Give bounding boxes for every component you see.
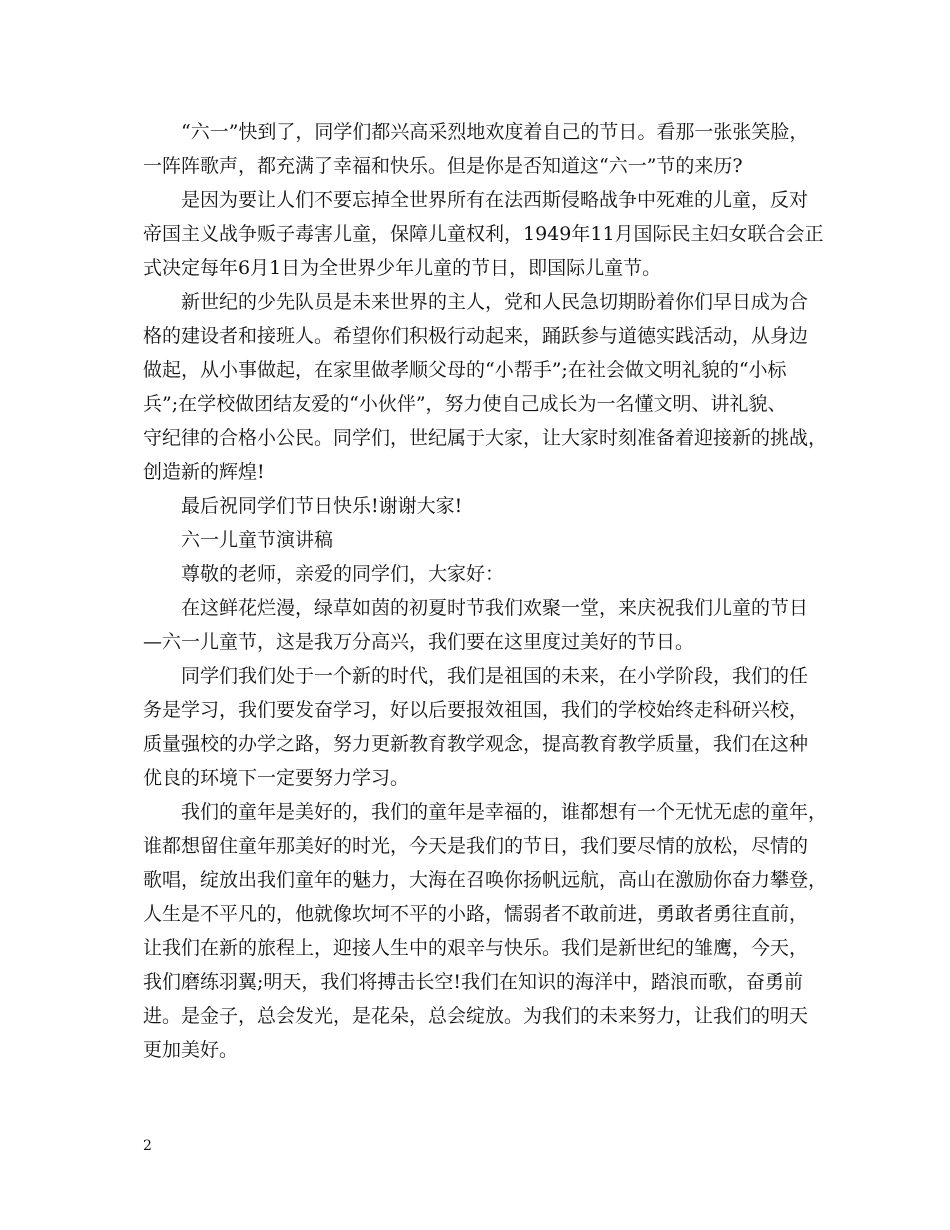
text-line: 我们磨练羽翼;明天，我们将搏击长空!我们在知识的海洋中，踏浪而歌，奋勇前 bbox=[143, 971, 804, 993]
page-number: 2 bbox=[143, 1138, 152, 1154]
text-line: 兵”;在学校做团结友爱的“小伙伴”，努力使自己成长为一名懂文明、讲礼貌、 bbox=[143, 393, 787, 415]
text-line: 质量强校的办学之路，努力更新教育教学观念，提高教育教学质量，我们在这种 bbox=[143, 733, 809, 755]
text-line: “六一”快到了，同学们都兴高采烈地欢度着自己的节日。看那一张张笑脸， bbox=[181, 121, 809, 143]
text-line: —六一儿童节，这是我万分高兴，我们要在这里度过美好的节日。 bbox=[143, 631, 695, 653]
text-line: 务是学习，我们要发奋学习，好以后要报效祖国，我们的学校始终走科研兴校， bbox=[143, 699, 809, 721]
text-line: 谁都想留住童年那美好的时光，今天是我们的节日，我们要尽情的放松，尽情的 bbox=[143, 835, 809, 857]
section-heading: 六一儿童节演讲稿 bbox=[181, 529, 334, 551]
salutation: 尊敬的老师，亲爱的同学们，大家好： bbox=[181, 563, 505, 585]
text-line: 进。是金子，总会发光，是花朵，总会绽放。为我们的未来努力，让我们的明天 bbox=[143, 1005, 809, 1027]
text-line: 最后祝同学们节日快乐!谢谢大家! bbox=[181, 495, 463, 517]
text-line: 更加美好。 bbox=[143, 1039, 239, 1061]
text-line: 在这鲜花烂漫，绿草如茵的初夏时节我们欢聚一堂，来庆祝我们儿童的节日 bbox=[181, 597, 809, 619]
text-line: 是因为要让人们不要忘掉全世界所有在法西斯侵略战争中死难的儿童，反对 bbox=[181, 189, 809, 211]
text-line: 一阵阵歌声，都充满了幸福和快乐。但是你是否知道这“六一”节的来历? bbox=[143, 155, 743, 177]
text-line: 优良的环境下一定要努力学习。 bbox=[143, 767, 410, 789]
text-line: 做起，从小事做起，在家里做孝顺父母的“小帮手”;在社会做文明礼貌的“小标 bbox=[143, 359, 787, 381]
text-line: 式决定每年6月1日为全世界少年儿童的节日，即国际儿童节。 bbox=[143, 257, 662, 279]
text-line: 人生是不平凡的，他就像坎坷不平的小路，懦弱者不敢前进，勇敢者勇往直前， bbox=[143, 903, 809, 925]
text-line: 我们的童年是美好的，我们的童年是幸福的，谁都想有一个无忧无虑的童年， bbox=[181, 801, 828, 823]
text-line: 创造新的辉煌! bbox=[143, 461, 265, 483]
text-line: 新世纪的少先队员是未来世界的主人，党和人民急切期盼着你们早日成为合 bbox=[181, 291, 809, 313]
text-line: 让我们在新的旅程上，迎接人生中的艰辛与快乐。我们是新世纪的雏鹰，今天， bbox=[143, 937, 809, 959]
text-line: 同学们我们处于一个新的时代，我们是祖国的未来，在小学阶段，我们的任 bbox=[181, 665, 809, 687]
text-line: 格的建设者和接班人。希望你们积极行动起来，踊跃参与道德实践活动，从身边 bbox=[143, 325, 809, 347]
text-line: 守纪律的合格小公民。同学们，世纪属于大家，让大家时刻准备着迎接新的挑战， bbox=[143, 427, 828, 449]
text-line: 歌唱，绽放出我们童年的魅力，大海在召唤你扬帆远航，高山在激励你奋力攀登， bbox=[143, 869, 828, 891]
text-line: 帝国主义战争贩子毒害儿童，保障儿童权利，1949年11月国际民主妇女联合会正 bbox=[143, 223, 824, 245]
